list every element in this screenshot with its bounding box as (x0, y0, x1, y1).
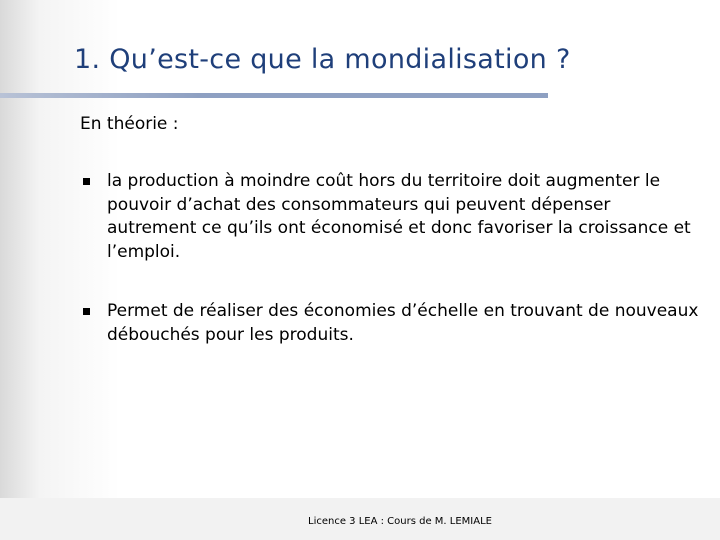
square-bullet-icon (83, 308, 90, 315)
slide-subtitle: En théorie : (80, 114, 179, 134)
bullet-text: Permet de réaliser des économies d’échelle en trouvant de nouveaux débouchés pour les produits. (107, 301, 699, 345)
square-bullet-icon (83, 178, 90, 185)
bullet-text: la production à moindre coût hors du territoire doit augmenter le pouvoir d’achat des consommateurs qui peuvent dépenser autrement ce qu’ils ont économisé et donc favoriser la croissance et l’emploi. (107, 171, 691, 262)
footer-text: Licence 3 LEA : Cours de M. LEMIALE (308, 516, 492, 527)
title-divider (0, 93, 548, 98)
slide-title: 1. Qu’est-ce que la mondialisation ? (74, 44, 571, 75)
